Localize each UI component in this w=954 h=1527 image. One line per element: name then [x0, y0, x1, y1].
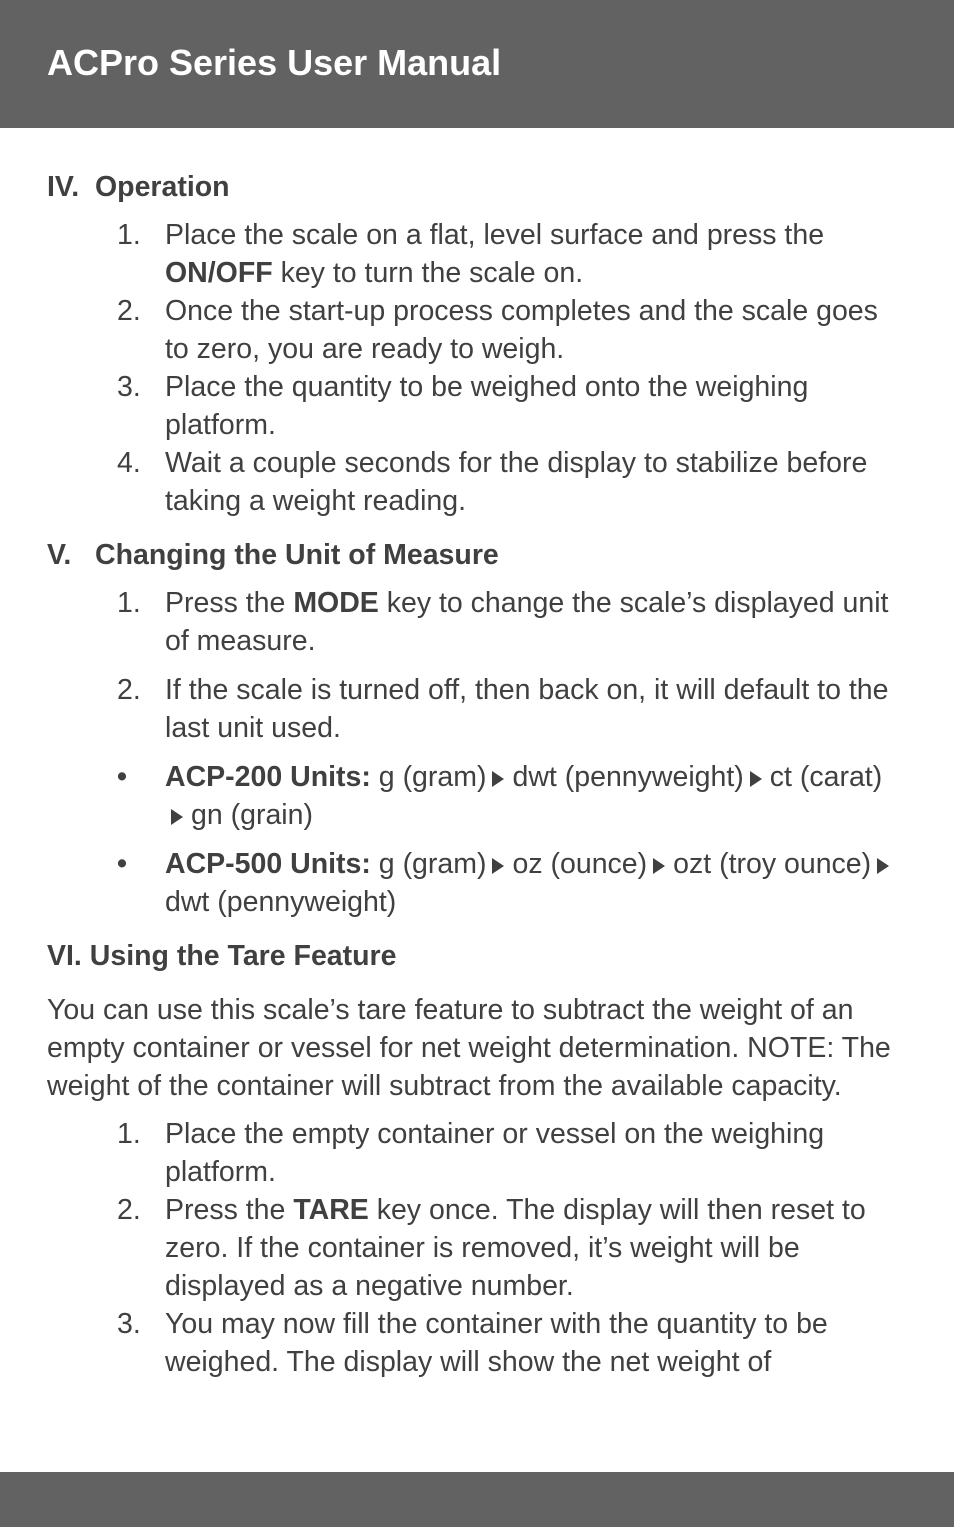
bullet: •: [117, 848, 127, 880]
step-number: 1.: [117, 219, 141, 251]
step-text: key once. The display will then reset to zero. If the container is removed, it’s weight will be displayed as a negative number.: [165, 1194, 866, 1302]
step-text: Once the start-up process completes and the scale goes to zero, you are ready to weigh.: [165, 295, 878, 365]
section-title: Operation: [95, 171, 230, 203]
step-text: Press the: [165, 587, 294, 619]
step-text: Press the: [165, 1194, 294, 1226]
manual-content: [47, 168, 907, 1381]
arrow-right-icon: [171, 809, 183, 825]
arrow-right-icon: [877, 858, 889, 874]
step-text: Place the scale on a flat, level surface and press the: [165, 219, 825, 251]
list-item: [47, 1305, 907, 1381]
step-number: 2.: [117, 295, 141, 327]
step-text: Place the quantity to be weighed onto the weighing platform.: [165, 371, 809, 441]
page-header: [0, 0, 954, 128]
arrow-right-icon: [492, 771, 504, 787]
step-text: key to change the scale’s displayed unit of measure.: [165, 587, 889, 657]
step-number: 3.: [117, 1308, 141, 1340]
step-number: 1.: [117, 1118, 141, 1150]
step-text: Wait a couple seconds for the display to stabilize before taking a weight reading.: [165, 447, 868, 517]
list-item: [47, 216, 907, 292]
unit-list-label: ACP-500 Units:: [165, 848, 371, 880]
page-footer: [0, 1472, 954, 1527]
section-number: V.: [47, 539, 72, 571]
section-heading-unit-of-measure: [47, 536, 907, 574]
unit: dwt (pennyweight): [165, 886, 397, 918]
bullet: •: [117, 761, 127, 793]
unit: ct (carat): [769, 761, 883, 793]
unit: ozt (troy ounce): [673, 848, 872, 880]
step-number: 4.: [117, 447, 141, 479]
step-number: 3.: [117, 371, 141, 403]
section-title: Changing the Unit of Measure: [95, 539, 499, 571]
key-name: MODE: [293, 587, 379, 619]
manual-title: ACPro Series User Manual: [47, 42, 502, 83]
section-number: VI.: [47, 940, 82, 972]
list-item: [47, 584, 907, 660]
step-text: If the scale is turned off, then back on, it will default to the last unit used.: [165, 674, 889, 744]
unit: g (gram): [378, 761, 487, 793]
step-text: key to turn the scale on.: [272, 257, 584, 289]
unit-list-label: ACP-200 Units:: [165, 761, 371, 793]
list-item: [47, 368, 907, 444]
arrow-right-icon: [653, 858, 665, 874]
section-number: IV.: [47, 171, 80, 203]
step-text: You may now fill the container with the quantity to be weighed. The display will show the net weight of: [165, 1308, 828, 1378]
arrow-right-icon: [750, 771, 762, 787]
list-item: [47, 444, 907, 520]
operation-steps: [47, 216, 907, 520]
unit-steps: [47, 584, 907, 921]
section-heading-operation: [47, 168, 907, 206]
list-item: [47, 671, 907, 747]
step-number: 2.: [117, 674, 141, 706]
step-text: Place the empty container or vessel on the weighing platform.: [165, 1118, 825, 1188]
arrow-right-icon: [492, 858, 504, 874]
unit: gn (grain): [191, 799, 313, 831]
key-name: ON/OFF: [165, 257, 273, 289]
unit: oz (ounce): [512, 848, 648, 880]
list-item: [47, 292, 907, 368]
section-title: Using the Tare Feature: [89, 940, 397, 972]
tare-steps: [47, 1115, 907, 1381]
unit: dwt (pennyweight): [512, 761, 744, 793]
list-item: [47, 758, 907, 834]
key-name: TARE: [293, 1194, 369, 1226]
unit: g (gram): [378, 848, 487, 880]
step-number: 2.: [117, 1194, 141, 1226]
list-item: [47, 1115, 907, 1191]
list-item: [47, 1191, 907, 1305]
section-heading-tare: [47, 937, 907, 975]
tare-intro: You can use this scale’s tare feature to subtract the weight of an empty container or vessel for net weight determination. NOTE: The weight of the container will subtract from the available capacity.: [47, 994, 891, 1102]
step-number: 1.: [117, 587, 141, 619]
list-item: [47, 845, 907, 921]
